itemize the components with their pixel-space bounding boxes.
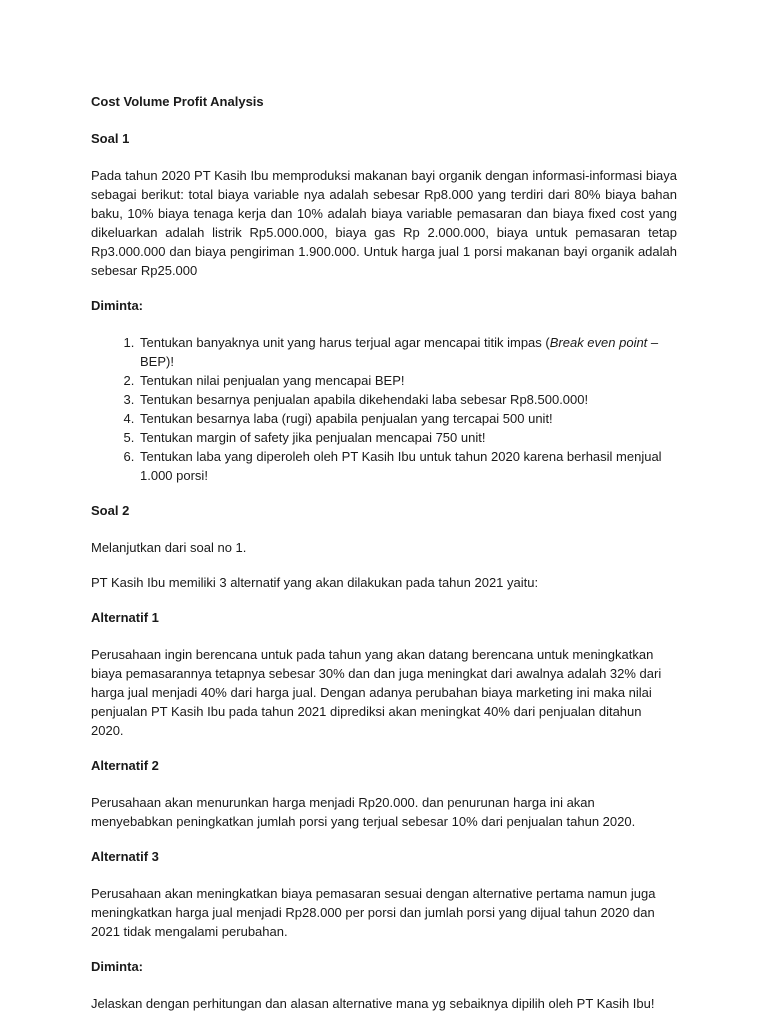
soal-1-paragraph: Pada tahun 2020 PT Kasih Ibu memproduksi makanan bayi organik dengan informasi-informasi biaya sebagai berikut: total biaya variable nya adalah sebesar Rp8.000 yang terdiri dari 80% biaya bahan baku, 10% biaya tenaga kerja dan 10% adalah biaya variable pemasaran dan biaya fixed cost yang dikeluarkan adalah listrik Rp5.000.000, biaya gas Rp 2.000.000, biaya untuk pemasaran tetap Rp3.000.000 dan biaya pengiriman 1.900.000. Untuk harga jual 1 porsi makanan bayi organik adalah sebesar Rp25.000: [91, 168, 677, 278]
alternatif-1-heading: Alternatif 1: [91, 610, 159, 625]
task-item-4: 4. Tentukan besarnya laba (rugi) apabila penjualan yang tercapai 500 unit!: [138, 409, 677, 428]
task-item-3: 3. Tentukan besarnya penjualan apabila dikehendaki laba sebesar Rp8.500.000!: [138, 390, 677, 409]
task-item-2: 2. Tentukan nilai penjualan yang mencapai BEP!: [138, 371, 677, 390]
soal-1-heading: Soal 1: [91, 131, 130, 146]
soal-2-heading: Soal 2: [91, 503, 130, 518]
soal-2-intro-2: PT Kasih Ibu memiliki 3 alternatif yang akan dilakukan pada tahun 2021 yaitu:: [91, 575, 539, 590]
alternatif-2-heading: Alternatif 2: [91, 758, 159, 773]
soal-1-diminta-label: Diminta:: [91, 298, 143, 313]
task-item-6: 6. Tentukan laba yang diperoleh oleh PT Kasih Ibu untuk tahun 2020 karena berhasil menjual 1.000 porsi!: [138, 447, 677, 485]
task-1-italic-term: Break even point: [549, 335, 648, 350]
document-title: Cost Volume Profit Analysis: [91, 94, 264, 109]
task-item-5: 5. Tentukan margin of safety jika penjualan mencapai 750 unit!: [138, 428, 677, 447]
alternatif-3-text: Perusahaan akan meningkatkan biaya pemasaran sesuai dengan alternative pertama namun juga meningkatkan harga jual menjadi Rp28.000 per porsi dan jumlah porsi yang dijual tahun 2020 dan 2021 tidak mengalami perubahan.: [91, 886, 656, 939]
document-page: [91, 92, 677, 1029]
alternatif-1-text: Perusahaan ingin berencana untuk pada tahun yang akan datang berencana untuk meningkatkan biaya pemasarannya tetapnya sebesar 30% dan dan juga meningkat dari awalnya adalah 32% dari harga jual menjadi 40% dari harga jual. Dengan adanya perubahan biaya marketing ini maka nilai penjualan PT Kasih Ibu pada tahun 2021 diprediksi akan meningkat 40% dari penjualan ditahun 2020.: [91, 647, 662, 738]
soal-2-intro-1: Melanjutkan dari soal no 1.: [91, 540, 247, 555]
soal-1-task-list: [91, 333, 677, 485]
alternatif-3-heading: Alternatif 3: [91, 849, 159, 864]
task-1-text-start: Tentukan banyaknya unit yang harus terjual agar mencapai titik impas (: [140, 335, 550, 350]
soal-2-final-question: Jelaskan dengan perhitungan dan alasan alternative mana yg sebaiknya dipilih oleh PT Kasih Ibu!: [91, 996, 655, 1011]
alternatif-2-text: Perusahaan akan menurunkan harga menjadi Rp20.000. dan penurunan harga ini akan menyebabkan peningkatkan jumlah porsi yang terjual sebesar 10% dari penjualan tahun 2020.: [91, 795, 636, 829]
task-item-1: [138, 333, 677, 371]
task-1-text-end: – BEP)!: [140, 335, 659, 369]
soal-2-diminta-label: Diminta:: [91, 959, 143, 974]
